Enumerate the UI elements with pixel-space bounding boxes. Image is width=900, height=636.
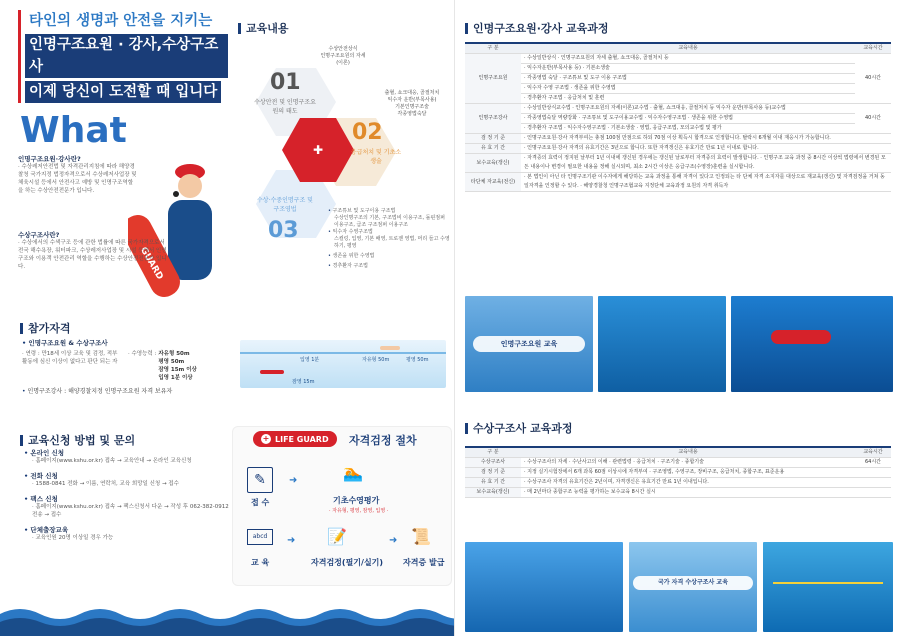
th-content: 교육내용 xyxy=(521,447,855,458)
table-row xyxy=(465,154,891,173)
edu-n3-note: • 경추환자 구조법 xyxy=(328,263,450,270)
row-name: 타단체 자교육(전신) xyxy=(465,173,521,192)
arrow-right-icon: ➜ xyxy=(287,535,296,546)
th-cat: 구 분 xyxy=(465,43,521,54)
photo-underwater xyxy=(465,542,623,632)
title-bar-icon xyxy=(465,423,468,434)
edu-n1: 01 xyxy=(270,70,301,95)
arrow-right-icon: ➜ xyxy=(389,535,398,546)
table-row xyxy=(465,94,891,104)
row-item: · 익수자 수영 구조법 · 생존을 위한 수영법 xyxy=(521,84,855,94)
th-hours: 교육시간 xyxy=(855,43,891,54)
arrow-right-icon: ➜ xyxy=(289,475,298,486)
apply-block xyxy=(24,448,229,542)
row-hours: 64시간 xyxy=(855,458,891,468)
procedure-title: 자격검정 절차 xyxy=(349,434,417,447)
apply-online-txt: · 홈페이지(www.kshu.or.kr) 접속 → 교육안내 → 온라인 교육신청 xyxy=(32,458,192,464)
edu-n3-note: • 익수자 수영구조법 xyxy=(328,229,450,236)
table-row xyxy=(465,43,891,54)
row-item: · 수상구조사 자격의 유효기간은 2년이며, 자격갱신은 유효기간 만료 1년 이내입니다. xyxy=(521,478,891,488)
abcd-icon: abcd xyxy=(247,529,273,545)
table-row xyxy=(465,104,891,114)
apply-online: • 온라인 신청 xyxy=(24,448,229,457)
lifeguard-badge: + LIFE GUARD xyxy=(253,431,337,447)
photo-group-trainees xyxy=(465,296,593,392)
table-row xyxy=(465,84,891,94)
row-item: · 수상일반상식교수법 · 인명구조요원의 자세(이론)교수법 · 출혈, 쇼크대응, 골절처치 등 익수자 운반(부목사용 등)교수법 xyxy=(521,104,855,114)
diagram-breast: 평영 50m xyxy=(406,357,429,363)
cross-icon: + xyxy=(262,434,270,443)
row-item: · 각종영법숙달 역량강화 · 구조튜브 및 도구이용교수법 · 익수자수영구조법 · 생존을 위한 수영법 xyxy=(521,114,855,124)
edu-n2-note: 출혈, 쇼크대응, 골절처치 익수자 운반(부목사용) 기본인명구조술 각종영법숙달 xyxy=(384,90,440,117)
t1-table xyxy=(465,42,891,192)
panel-left xyxy=(0,0,232,636)
row-item: · 본 법인이 아닌 타 인명구조기관 이수자에게 해당하는 교육 과정을 통해 자격이 있다고 인정되는 타 단체 자격 소지자를 대상으로 재교육(갱신) 및 자격검정을 거쳐 동일자격을 인정할 수 있다. · 해양경찰청 인명구조협교육 지정단체 교육과정 요원의 자격 취득자 xyxy=(521,173,891,192)
row-item: · 인명구조요원·강사 자격부여는 총점 100점 만점으로 하되 70점 이상 획득시 합격으로 인정합니다. 탈락시 6개월 이내 재응시가 가능합니다. xyxy=(521,134,891,144)
panel-right xyxy=(454,0,900,636)
form-icon: ✎ xyxy=(247,467,273,493)
edu-n2: 02 xyxy=(352,120,383,145)
rescue-tube-icon xyxy=(771,330,831,344)
edu-n3-note: 스컬링, 입영, 기본 배영, 트로젠 영법, 머리 들고 수영하기, 평영 xyxy=(334,236,450,249)
edu-n2-label: 응급처치 및 기초소생술 xyxy=(350,149,402,165)
t1-table-wrap xyxy=(465,42,891,192)
wave-decoration xyxy=(0,596,454,636)
photo-banner: 국가 자격 수상구조사 교육 xyxy=(633,576,753,590)
table-row xyxy=(465,468,891,478)
row-name: 보수교육(갱신) xyxy=(465,488,521,498)
th-content: 교육내용 xyxy=(521,43,855,54)
edu-n1-label: 수상안전 및 인명구조요원의 태도 xyxy=(254,99,316,115)
row-name: 인명구조강사 xyxy=(465,104,521,134)
table-row xyxy=(465,447,891,458)
row-name: 검 정 기 준 xyxy=(465,468,521,478)
apply-fax: • 팩스 신청 xyxy=(24,494,229,503)
th-hours: 교육시간 xyxy=(855,447,891,458)
row-item: · 각종영법 숙달 · 구조튜브 및 도구 이용 구조법 xyxy=(521,74,855,84)
t1-title: 인명구조요원·강사 교육과정 xyxy=(465,20,609,36)
qual-sub: • 인명구조요원 & 수상구조사 xyxy=(22,338,232,347)
swim-breaststroke: 평영 50m xyxy=(158,359,185,365)
guard-tag: GUARD xyxy=(137,245,165,282)
t2-table xyxy=(465,446,891,498)
headline-line3: 이제 당신이 도전할 때 입니다 xyxy=(25,81,221,103)
row-item: · 매 2년마다 종합구조 능력을 평가하는 보수교육 8시간 실시 xyxy=(521,488,891,498)
what-q1: 인명구조요원·강사란? xyxy=(18,155,81,163)
row-hours: 40시간 xyxy=(855,104,891,134)
step-swim-test-sub: · 자유형, 평영, 잠영, 입영 · xyxy=(329,508,389,514)
photo-group-lifeguards xyxy=(629,542,757,632)
what-text-1 xyxy=(18,154,138,195)
step-apply: 접 수 xyxy=(251,498,270,507)
lane-rope xyxy=(773,582,883,584)
swim-underwater: 잠영 15m 이상 xyxy=(158,367,197,373)
apply-title: 교육신청 방법 및 문의 xyxy=(20,432,135,448)
table-row xyxy=(465,54,891,64)
what-a1: · 수상레저안전법 및 자격관리지침에 따라 해양경찰청 국가지정 법정자격으로서 수상레저사업장 및 체육시설 등에서 안전사고 예방 및 인명구조역할을 하는 수상안전전문가 입니다. xyxy=(18,164,137,194)
qual-title: 참가자격 xyxy=(20,320,71,336)
panel-middle xyxy=(232,0,454,636)
step-swim-test: 기초수영평가 xyxy=(333,496,380,505)
headline-line2: 인명구조요원 · 강사,수상구조사 xyxy=(25,34,228,78)
apply-phone-txt: · 1588-0841 전화 → 이름, 연락처, 교육 희망일 신청 → 접수 xyxy=(32,481,179,487)
swimmer-icon xyxy=(260,370,284,374)
title-bar-icon xyxy=(465,23,468,34)
t2-title: 수상구조사 교육과정 xyxy=(465,420,572,436)
row-item: · 인명구조요원·강사 자격의 유효기간은 3년으로 합니다. 또한 자격갱신은 유효기간 만료 1년 이내로 합니다. xyxy=(521,144,891,154)
lifeguard-illustration xyxy=(128,150,228,300)
diagram-treading: 입영 1분 xyxy=(300,357,320,363)
row-item: · 수상구조사의 자세 · 수난사고의 이해 · 관련법령 · 응급처치 · 구조기술 · 종합기술 xyxy=(521,458,855,468)
diagram-underwater: 잠영 15m xyxy=(292,379,315,385)
table-row xyxy=(465,124,891,134)
what-text-2 xyxy=(18,230,223,271)
edu-n3-note: • 구조튜브 및 도구이용 구조법 xyxy=(328,208,450,215)
swim-treading: 입영 1분 이상 xyxy=(158,375,193,381)
title-bar-icon xyxy=(20,323,23,334)
title-bar-icon xyxy=(20,435,23,446)
row-hours: 40시간 xyxy=(855,54,891,104)
table-row xyxy=(465,144,891,154)
table-row xyxy=(465,478,891,488)
qual-swims xyxy=(158,350,196,382)
photo-pool-swim xyxy=(598,296,726,392)
edu-n3: 03 xyxy=(268,218,299,243)
row-name: 인명구조요원 xyxy=(465,54,521,104)
row-item: · 수상일반상식 · 인명구조요원의 자세 출혈, 쇼크대응, 골절처치 등 xyxy=(521,54,855,64)
edu-n3-notes xyxy=(328,208,450,270)
row-item: · 지정 실기시험장에서 6개 과목 60점 이상시에 자격부여 · 구조영법, 수영구조, 장비구조, 응급처치, 종합구조, 표준운용 xyxy=(521,468,891,478)
table-row xyxy=(465,74,891,84)
row-item: · 경추환자 구조법 · 익수자수영구조법 · 기본소생술 · 영법, 응급구조법, 모의교수법 및 평가 xyxy=(521,124,855,134)
table-row xyxy=(465,134,891,144)
apply-fax-txt: · 홈페이지(www.kshu.or.kr) 접속 → 팩스신청서 다운 → 작성 후 062-382-0912 전송 → 접수 xyxy=(32,504,229,518)
headline-line1: 타인의 생명과 안전을 지키는 xyxy=(29,13,213,29)
photo-rescue-swim xyxy=(763,542,893,632)
qual-condition: · 연령 : 만18세 이상 교육 및 검정, 적부 활동에 심신 이상이 없다고 판단 되는 자 xyxy=(22,351,118,365)
medical-icon: ✚ xyxy=(312,143,324,157)
table-row xyxy=(465,114,891,124)
title-bar-icon xyxy=(238,23,241,34)
t2-table-wrap xyxy=(465,446,891,498)
swim-diagram xyxy=(240,340,446,388)
edu-n3-label: 수상·수중인명구조 및 구조영법 xyxy=(257,197,313,213)
row-name: 유 효 기 간 xyxy=(465,144,521,154)
apply-group-txt: · 교육인원 20명 이상일 경우 가능 xyxy=(32,535,114,541)
edu-n3-note: • 생존을 위한 수영법 xyxy=(328,253,450,260)
swimmer-icon xyxy=(380,346,400,350)
edu-n1-note: 수상안전상식 인명구조요원의 자세 (이론) xyxy=(320,46,366,66)
table-row xyxy=(465,458,891,468)
row-item: · 자격증의 효력이 정지된 날부터 1년 이내에 갱신된 경우에는 갱신된 날로부터 자격증의 효력이 발생합니다. · 인명구조 교육 과정 중 8시간 이상씩 법령에서 변경된 모든 내용이나 변경이 필요한 내용을 정해 실시되며, 최소 2시간 이상은 응급구조(수영장)훈련을 실시합니다. xyxy=(521,154,891,173)
apply-phone: • 전화 신청 xyxy=(24,471,229,480)
edu-n3-note: 수상인명구조의 기본, 구조법비 이용구조, 돌핀점퍼 이용구조, 급조 구조점퍼 이용구조 xyxy=(334,215,445,228)
photo-rescue-practice xyxy=(731,296,893,392)
headline xyxy=(18,10,228,103)
table-row xyxy=(465,488,891,498)
table-row xyxy=(465,173,891,192)
row-name: 수상구조사 xyxy=(465,458,521,468)
edu-title: 교육내용 xyxy=(238,20,289,36)
exam-icon: 📝 xyxy=(327,527,347,546)
photo-banner: 인명구조요원 교육 xyxy=(473,336,585,352)
step-exam: 자격검정(필기/실기) xyxy=(311,558,384,567)
swimmer-avatar-icon: 🏊 xyxy=(343,463,363,482)
diagram-freestyle: 자유형 50m xyxy=(362,357,390,363)
row-name: 검 정 기 준 xyxy=(465,134,521,144)
row-item: · 경추환자 구조법 · 응급처치 및 훈련 xyxy=(521,94,855,104)
water-line xyxy=(240,352,446,354)
th-cat: 구 분 xyxy=(465,447,521,458)
qual-swim-label: · 수영능력 : xyxy=(128,351,157,357)
row-item: · 익수자운반(부목사용 등) · 기본소생술 xyxy=(521,64,855,74)
what-a2: · 수상에서의 수색구조 등에 관한 법률에 따른 국가자격으로서 전국 해수욕장, 워터파크, 수상레저사업장 및 시설 등에서 인명구조와 이용객 안전관리 역할을 수행하는 수상안전전문가 입니다. xyxy=(18,240,167,270)
what-q2: 수상구조사란? xyxy=(18,231,60,239)
row-name: 보수교육(갱신) xyxy=(465,154,521,173)
certificate-icon: 📜 xyxy=(411,527,431,546)
table-row xyxy=(465,64,891,74)
swim-freestyle: 자유형 50m xyxy=(158,351,190,357)
step-license: 자격증 발급 xyxy=(403,558,445,567)
row-name: 유 효 기 간 xyxy=(465,478,521,488)
apply-group: • 단체출장교육 xyxy=(24,525,229,534)
step-education: 교 육 xyxy=(251,558,270,567)
qual-block xyxy=(22,338,232,396)
what-title: What xyxy=(20,110,127,151)
procedure-box xyxy=(232,426,452,586)
qual-note: • 인명구조강사 : 해양경찰지정 인명구조요원 자격 보유자 xyxy=(22,388,232,396)
